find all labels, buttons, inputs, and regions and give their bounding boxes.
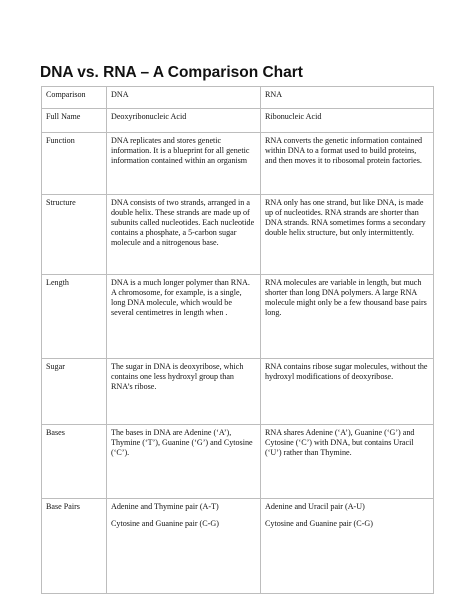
table-row: [42, 425, 434, 499]
rna-cell-text: RNA molecules are variable in length, but much shorter than long DNA polymers. A large RNA molecule might only be a few thousand base pairs long.: [265, 278, 427, 318]
table-row: [42, 109, 434, 133]
dna-cell-text: The bases in DNA are Adenine (‘A’), Thymine (‘T’), Guanine (‘G’) and Cytosine (‘C’).: [111, 428, 253, 458]
row-label-cell: Base Pairs: [42, 499, 107, 594]
dna-cell-text: DNA consists of two strands, arranged in a double helix. These strands are made up of subunits called nucleotides. Each nucleotide contains a phosphate, a 5-carbon sugar molecule and a nitrogenous base.: [111, 198, 255, 248]
dna-cell-text: Adenine and Thymine pair (A-T): [111, 502, 219, 511]
dna-cell: [107, 195, 261, 275]
dna-cell-text: DNA replicates and stores genetic information. It is a blueprint for all genetic information contained within an organism: [111, 136, 250, 166]
rna-cell: [261, 109, 434, 133]
rna-cell: [261, 499, 434, 594]
table-header-row: [42, 87, 434, 109]
document-title: DNA vs. RNA – A Comparison Chart: [40, 64, 303, 81]
dna-cell: [107, 499, 261, 594]
row-label-cell: Function: [42, 133, 107, 195]
comparison-table: [41, 86, 434, 594]
rna-cell-text: RNA converts the genetic information contained within DNA to a format used to build proteins, and then moves it to ribosomal protein factories.: [265, 136, 423, 166]
dna-cell: [107, 425, 261, 499]
rna-cell: [261, 275, 434, 359]
rna-cell-text: Ribonucleic Acid: [265, 112, 322, 121]
table-row: [42, 359, 434, 425]
rna-cell-text: Cytosine and Guanine pair (C-G): [265, 519, 373, 529]
dna-cell: [107, 133, 261, 195]
row-label-cell: Bases: [42, 425, 107, 499]
dna-cell: [107, 109, 261, 133]
table-row: [42, 275, 434, 359]
table-row: [42, 195, 434, 275]
rna-cell-text: RNA shares Adenine (‘A’), Guanine (‘G’) and Cytosine (‘C’) with DNA, but contains Uracil (‘U’) rather than Thymine.: [265, 428, 415, 458]
dna-cell-text: DNA is a much longer polymer than RNA. A chromosome, for example, is a single, long DNA molecule, which would be several centimetres in length when .: [111, 278, 250, 318]
rna-cell: [261, 133, 434, 195]
dna-cell-text: Cytosine and Guanine pair (C-G): [111, 519, 219, 529]
dna-cell-text: Deoxyribonucleic Acid: [111, 112, 187, 121]
row-label-cell: Sugar: [42, 359, 107, 425]
rna-cell: [261, 359, 434, 425]
rna-cell: [261, 425, 434, 499]
rna-cell-text: Adenine and Uracil pair (A-U): [265, 502, 365, 511]
table-row: [42, 133, 434, 195]
dna-cell: [107, 359, 261, 425]
header-cell-rna: RNA: [261, 87, 434, 109]
rna-cell: [261, 195, 434, 275]
rna-cell-text: RNA contains ribose sugar molecules, without the hydroxyl modifications of deoxyribose.: [265, 362, 428, 382]
table-row: [42, 499, 434, 594]
header-cell-dna: DNA: [107, 87, 261, 109]
header-cell-comparison: Comparison: [42, 87, 107, 109]
row-label-cell: Length: [42, 275, 107, 359]
row-label-cell: Structure: [42, 195, 107, 275]
dna-cell: [107, 275, 261, 359]
dna-cell-text: The sugar in DNA is deoxyribose, which contains one less hydroxyl group than RNA’s ribose.: [111, 362, 244, 392]
row-label-cell: Full Name: [42, 109, 107, 133]
rna-cell-text: RNA only has one strand, but like DNA, is made up of nucleotides. RNA strands are shorter than DNA strands. RNA sometimes forms a secondary double helix structure, but only intermittently.: [265, 198, 426, 238]
